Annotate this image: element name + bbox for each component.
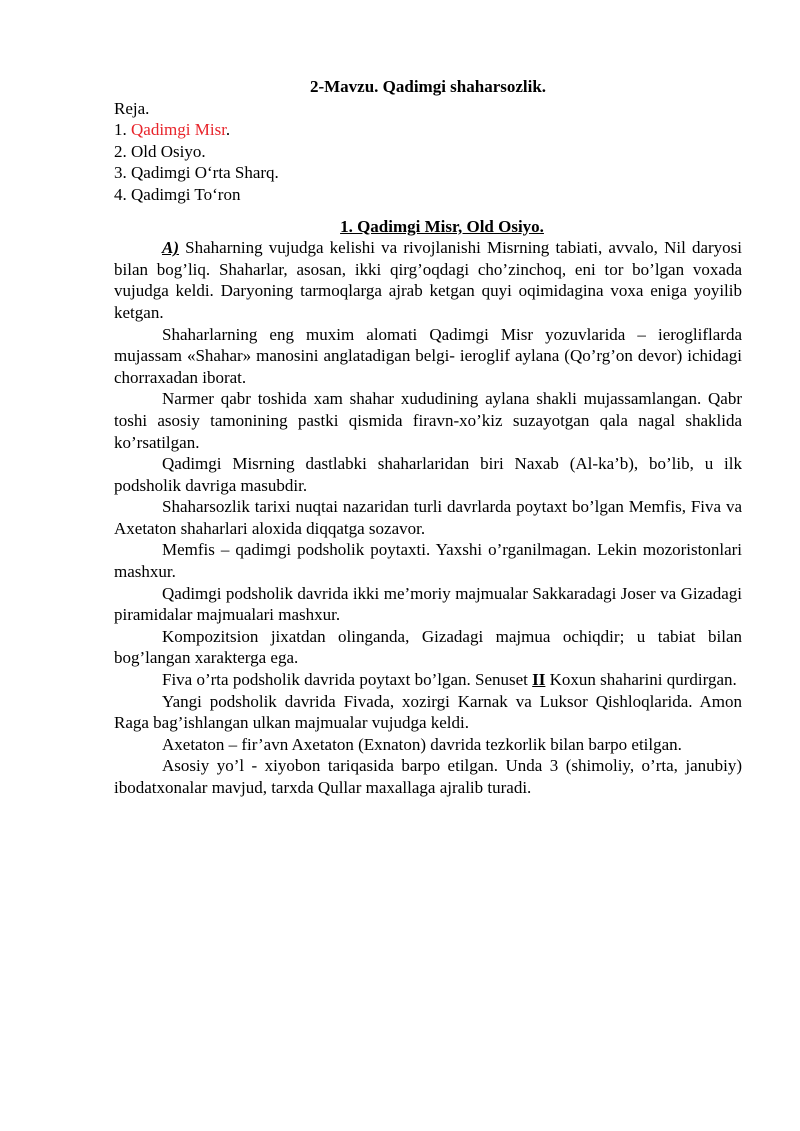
plan-item <box>114 141 742 163</box>
document-body <box>114 76 742 799</box>
plan-item <box>114 162 742 184</box>
paragraph-5: Shaharsozlik tarixi nuqtai nazaridan turli davrlarda poytaxt bo’lgan Memfis, Fiva va Axetaton shaharlari aloxida diqqatga sozavor. <box>114 497 742 538</box>
paragraph-11: Axetaton – fir’avn Axetaton (Exnaton) davrida tezkorlik bilan barpo etilgan. <box>162 734 682 754</box>
paragraph-9-start: Fiva o’rta podsholik davrida poytaxt bo’lgan. Senuset <box>162 670 533 690</box>
paragraph-10: Yangi podsholik davrida Fivada, xozirgi Karnak va Luksor Qishloqlarida. Amon Raga bag’ishlangan ulkan majmualar vujudga keldi. <box>114 691 742 733</box>
section-marker: A) <box>162 238 179 258</box>
plan-item-text: Qadimgi To‘ron <box>131 184 241 204</box>
plan-item <box>114 184 742 206</box>
plan-item-number: 2. <box>114 141 127 161</box>
plan-item-text: Qadimgi O‘rta Sharq. <box>131 163 279 183</box>
plan-list <box>114 119 742 205</box>
paragraph-8: Kompozitsion jixatdan olinganda, Gizadagi majmua ochiqdir; u tabiat bilan bog’langan xarakterga ega. <box>114 626 742 668</box>
paragraph-1-text: Shaharning vujudga kelishi va rivojlanishi Misrning tabiati, avvalo, Nil daryosi bilan bog’liq. Shaharlar, asosan, ikki qirg’oqdagi cho’zinchoq, eni tor bo’lgan voxada vujudga keldi. Daryoning tarmoqlarga ajrab ketgan quyi oqimidagina voxa eniga yoyilib ketgan. <box>114 238 742 322</box>
plan-item-text: Old Osiyo. <box>131 141 206 161</box>
plan-item-number: 3. <box>114 163 127 183</box>
paragraph-2: Shaharlarning eng muxim alomati Qadimgi Misr yozuvlarida – ierogliflarda mujassam «Shahar» manosini anglatadigan belgi- ieroglif aylana (Qo’rg’on devor) ichidagi chorraxadan iborat. <box>114 324 742 387</box>
page-title: 2-Mavzu. Qadimgi shaharsozlik. <box>309 77 547 96</box>
section-title: 1. Qadimgi Misr, Old Osiyo. <box>340 216 544 236</box>
plan-heading: Reja. <box>114 98 150 118</box>
plan-item <box>114 119 742 141</box>
paragraph-1 <box>114 237 742 323</box>
plan-item-number: 1. <box>114 120 127 140</box>
plan-item-number: 4. <box>114 184 127 204</box>
paragraph-12: Asosiy yo’l - xiyobon tariqasida barpo etilgan. Unda 3 (shimoliy, o’rta, janubiy) ibodatxonalar mavjud, tarxda Qullar maxallaga ajralib turadi. <box>114 756 742 797</box>
spacer <box>114 206 742 216</box>
plan-item-suffix: . <box>225 120 231 140</box>
paragraph-6: Memfis – qadimgi podsholik poytaxti. Yaxshi o’rganilmagan. Lekin mozoristonlari mashxur. <box>114 540 742 582</box>
paragraph-4: Qadimgi Misrning dastlabki shaharlaridan biri Naxab (Al-ka’b), bo’lib, u ilk podsholik davriga masubdir. <box>114 454 742 495</box>
paragraph-9 <box>114 669 742 691</box>
roman-numeral: II <box>532 670 546 690</box>
plan-item-text: Qadimgi Misr <box>131 120 226 140</box>
paragraph-9-end: Koxun shaharini qurdirgan. <box>545 670 737 690</box>
paragraph-7: Qadimgi podsholik davrida ikki me’moriy majmualar Sakkaradagi Joser va Gizadagi piramidalar majmualari mashxur. <box>114 583 742 625</box>
paragraph-3: Narmer qabr toshida xam shahar xududining aylana shakli mujassamlangan. Qabr toshi asosiy tamonining pastki qismida firavn-xo’kiz suzayotgan qala nagal shaklida ko’rsatilgan. <box>114 389 742 452</box>
